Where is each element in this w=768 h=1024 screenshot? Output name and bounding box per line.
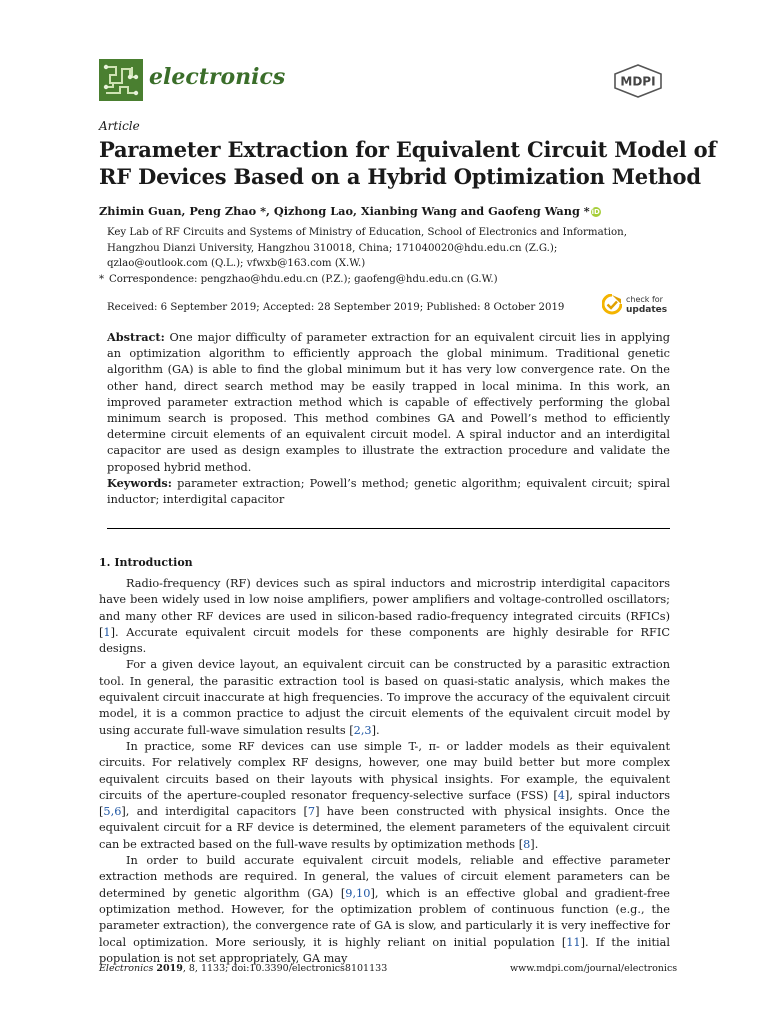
introduction-body [99,576,670,967]
journal-name: electronics [149,64,286,90]
paragraph-3-text-d: ] have been constructed with physical insights. Once the equivalent circuit for a RF device is determined, the element parameters of the equivalent circuit can be extracted based on the full-wave results by optimization methods [ [99,805,670,851]
orcid-icon[interactable]: iD [591,208,600,216]
affiliation-line-3: qzlao@outlook.com (Q.L.); vfwxb@163.com (X.W.) [107,258,366,269]
citation-link[interactable]: 11 [566,935,581,949]
publisher-logo-icon [613,64,663,98]
journal-logo-icon [99,59,143,101]
citation-link[interactable]: 8 [523,837,531,851]
affiliation-line-1: Key Lab of RF Circuits and Systems of Ministry of Education, School of Electronics and Information, [107,227,627,238]
paragraph-3-text-e: ]. [530,837,539,851]
affiliations [99,225,667,287]
publication-dates: Received: 6 September 2019; Accepted: 28 September 2019; Published: 8 October 2019 [107,302,565,313]
author-list [99,204,601,218]
footer-citation [99,963,387,974]
paragraph-2 [99,657,670,738]
abstract-text: One major difficulty of parameter extraction for an equivalent circuit lies in applying an optimization algorithm to efficiently approach the global minimum. Traditional genetic algorithm (GA) is able to find the global minimum but it has very low convergence rate. On the other hand, direct search method may be easily trapped in local minima. In this work, an improved parameter extraction method which is capable of effectively performing the global minimum search is proposed. This method combines GA and Powell’s method to efficiently determine circuit elements of an equivalent circuit model. A spiral inductor and an interdigital capacitor are used as design examples to illustrate the extraction procedure and validate the proposed hybrid method. [107,331,671,474]
article-type: Article [99,119,140,133]
section-heading-introduction: 1. Introduction [99,556,193,569]
paragraph-1-text-b: ]. Accurate equivalent circuit models for these components are highly desirable for RFIC designs. [99,625,670,656]
check-for-updates-label [626,295,667,315]
publisher-name: MDPI [620,74,656,89]
paper-title-line-2: RF Devices Based on a Hybrid Optimization Method [99,164,701,189]
paper-title [99,136,717,190]
keywords [107,475,670,508]
citation-link[interactable]: 9,10 [345,886,371,900]
footer-journal: Electronics [99,963,154,974]
citation-link[interactable]: 2,3 [353,723,372,737]
section-divider [107,528,670,529]
footer-year: 2019 [156,963,183,974]
updates-top-text: check for [626,295,663,304]
affiliation-line-2: Hangzhou Dianzi University, Hangzhou 310018, China; 171040020@hdu.edu.cn (Z.G.); [107,242,558,254]
check-for-updates-badge[interactable] [602,294,672,318]
citation-link[interactable]: 4 [557,788,565,802]
paragraph-4-text-c: ]. If the initial population is not set appropriately, GA may [99,935,670,965]
paragraph-3-text-b: ], spiral inductors [ [99,788,670,819]
citation-link[interactable]: 1 [103,625,111,639]
updates-bottom-text: updates [626,305,668,315]
citation-link[interactable]: 5,6 [103,805,122,819]
keywords-label: Keywords: [107,476,172,490]
abstract-label: Abstract: [107,330,165,344]
paragraph-3 [99,739,670,853]
correspondence-line [99,272,667,288]
paragraph-4 [99,853,670,967]
paragraph-3-text-c: ], and interdigital capacitors [ [121,805,308,819]
paper-title-line-1: Parameter Extraction for Equivalent Circuit Model of [99,137,717,162]
keywords-text: parameter extraction; Powell’s method; genetic algorithm; equivalent circuit; spiral inductor; interdigital capacitor [107,477,671,507]
check-for-updates-icon [602,294,622,316]
paragraph-1 [99,576,670,657]
citation-link[interactable]: 7 [307,805,316,819]
correspondence-mark: * [99,273,105,285]
paragraph-4-text-a: In order to build accurate equivalent circuit models, reliable and effective parameter extraction methods are required. In general, the values of circuit element parameters can be determined by genetic algorithm (GA) [ [99,854,670,900]
abstract [107,329,670,476]
paragraph-3-text-a: In practice, some RF devices can use simple T-, π- or ladder models as their equivalent circuits. For relatively complex RF designs, however, one may build better but more complex equivalent circuits based on their layouts with physical insights. For example, the equivalent circuits of the aperture-coupled resonator frequency-selective surface (FSS) [ [99,739,670,802]
paragraph-2-text-b: ]. [371,723,380,737]
paragraph-4-text-b: ], which is an effective global and gradient-free optimization method. However, for the optimization problem of continuous function (e.g., the parameter extraction), the convergence rate of GA is slow, and particularly it is very ineffective for local optimization. More seriously, it is highly reliant on initial population [ [99,886,670,949]
paragraph-1-text-a: Radio-frequency (RF) devices such as spiral inductors and microstrip interdigital capacitors have been widely used in low noise amplifiers, power amplifiers and voltage-controlled oscillators; and many other RF devices are used in silicon-based radio-frequency integrated circuits (RFICs) [ [99,577,670,639]
paragraph-2-text-a: For a given device layout, an equivalent circuit can be constructed by a parasitic extraction tool. In general, the parasitic extraction tool is based on quasi-static analysis, which makes the equivalent circuit inaccurate at high frequencies. To improve the accuracy of the equivalent circuit model, it is a common practice to adjust the circuit elements of the equivalent circuit model by using accurate full-wave simulation results [ [99,658,670,737]
footer-url[interactable]: www.mdpi.com/journal/electronics [510,963,678,974]
correspondence-text: Correspondence: pengzhao@hdu.edu.cn (P.Z.); gaofeng@hdu.edu.cn (G.W.) [109,273,498,285]
authors-text: Zhimin Guan, Peng Zhao *, Qizhong Lao, Xianbing Wang and Gaofeng Wang * [99,204,590,218]
footer-doi: , 8, 1133; doi:10.3390/electronics8101133 [182,963,388,974]
